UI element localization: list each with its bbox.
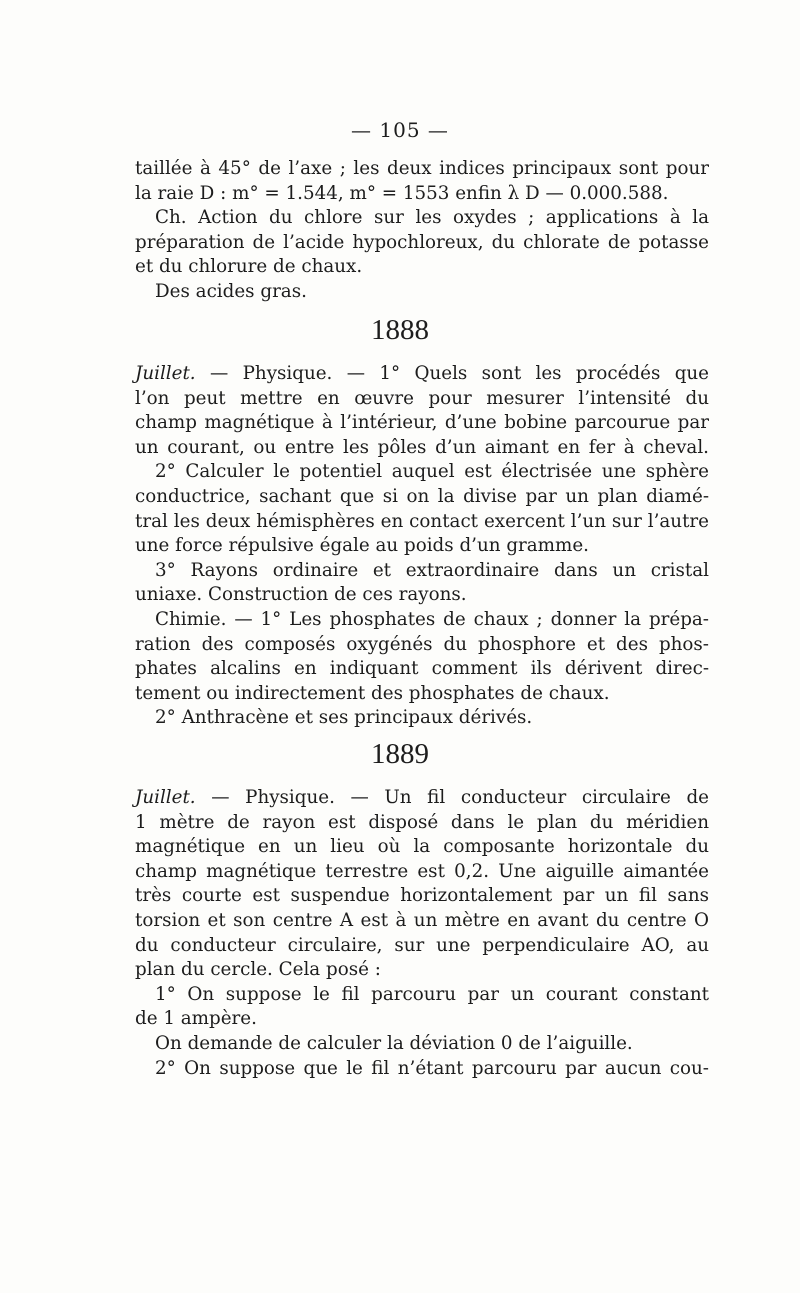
text-line: On demande de calculer la déviation 0 de l’aiguille. [155, 1032, 633, 1054]
text-fragment: — Physique. — 1° Quels sont les procédés que [195, 363, 709, 384]
page-number: — 105 — [351, 118, 449, 142]
month-label: Juillet. [135, 787, 196, 808]
text-line: 3° Rayons ordinaire et extraordinaire dans un cristal [155, 559, 709, 581]
text-line: magnétique en un lieu où la composante horizontale du [135, 836, 709, 858]
text-line: 2° Anthracène et ses principaux dérivés. [155, 707, 533, 729]
text-line [135, 362, 709, 387]
text-line: plan du cercle. Cela posé : [135, 959, 381, 981]
text-line: une force répulsive égale au poids d’un gramme. [135, 535, 589, 557]
text-line [135, 786, 709, 811]
year-heading-1888: 1888 [371, 314, 429, 346]
text-line: champ magnétique terrestre est 0,2. Une aiguille aimantée [135, 860, 709, 882]
text-line: tement ou indirectement des phosphates de chaux. [135, 682, 610, 704]
text-line: conductrice, sachant que si on la divise par un plan diamé- [135, 485, 709, 507]
text-line: Ch. Action du chlore sur les oxydes ; applications à la [155, 207, 709, 229]
year-heading-1889: 1889 [371, 738, 429, 770]
text-line: 1° On suppose le fil parcouru par un courant constant [155, 983, 709, 1005]
section-1888 [135, 362, 709, 731]
text-line: l’on peut mettre en œuvre pour mesurer l’intensité du [135, 387, 709, 409]
text-line: uniaxe. Construction de ces rayons. [135, 584, 467, 606]
text-line: champ magnétique à l’intérieur, d’une bobine parcourue par [135, 412, 709, 434]
text-line: torsion et son centre A est à un mètre en avant du centre O [135, 909, 709, 931]
text-line: très courte est suspendue horizontalement par un fil sans [135, 885, 709, 907]
text-line: de 1 ampère. [135, 1008, 257, 1030]
text-line: tral les deux hémisphères en contact exercent l’un sur l’autre [135, 510, 709, 532]
section-1889 [135, 786, 709, 1081]
text-line: 2° On suppose que le fil n’étant parcouru par aucun cou- [155, 1057, 709, 1079]
text-line: taillée à 45° de l’axe ; les deux indices principaux sont pour [135, 158, 709, 179]
text-line: Des acides gras. [155, 280, 307, 302]
text-line: et du chlorure de chaux. [135, 256, 363, 278]
text-line: 2° Calculer le potentiel auquel est électrisée une sphère [155, 461, 709, 483]
text-line: 1 mètre de rayon est disposé dans le plan du méridien [135, 811, 709, 833]
text-fragment: — Physique. — Un fil conducteur circulaire de [195, 787, 709, 808]
continued-text-block [135, 157, 709, 305]
text-line: phates alcalins en indiquant comment ils dérivent direc- [135, 658, 709, 680]
text-line: Chimie. — 1° Les phosphates de chaux ; donner la prépa- [155, 608, 709, 630]
text-line: un courant, ou entre les pôles d’un aimant en fer à cheval. [135, 436, 709, 458]
text-line: ration des composés oxygénés du phosphore et des phos- [135, 633, 709, 655]
text-line: la raie D : m° = 1.544, m° = 1553 enfin λ D — 0.000.588. [135, 182, 669, 204]
month-label: Juillet. [135, 363, 196, 384]
text-line: préparation de l’acide hypochloreux, du chlorate de potasse [135, 231, 709, 253]
text-line: du conducteur circulaire, sur une perpendiculaire AO, au [135, 934, 709, 956]
